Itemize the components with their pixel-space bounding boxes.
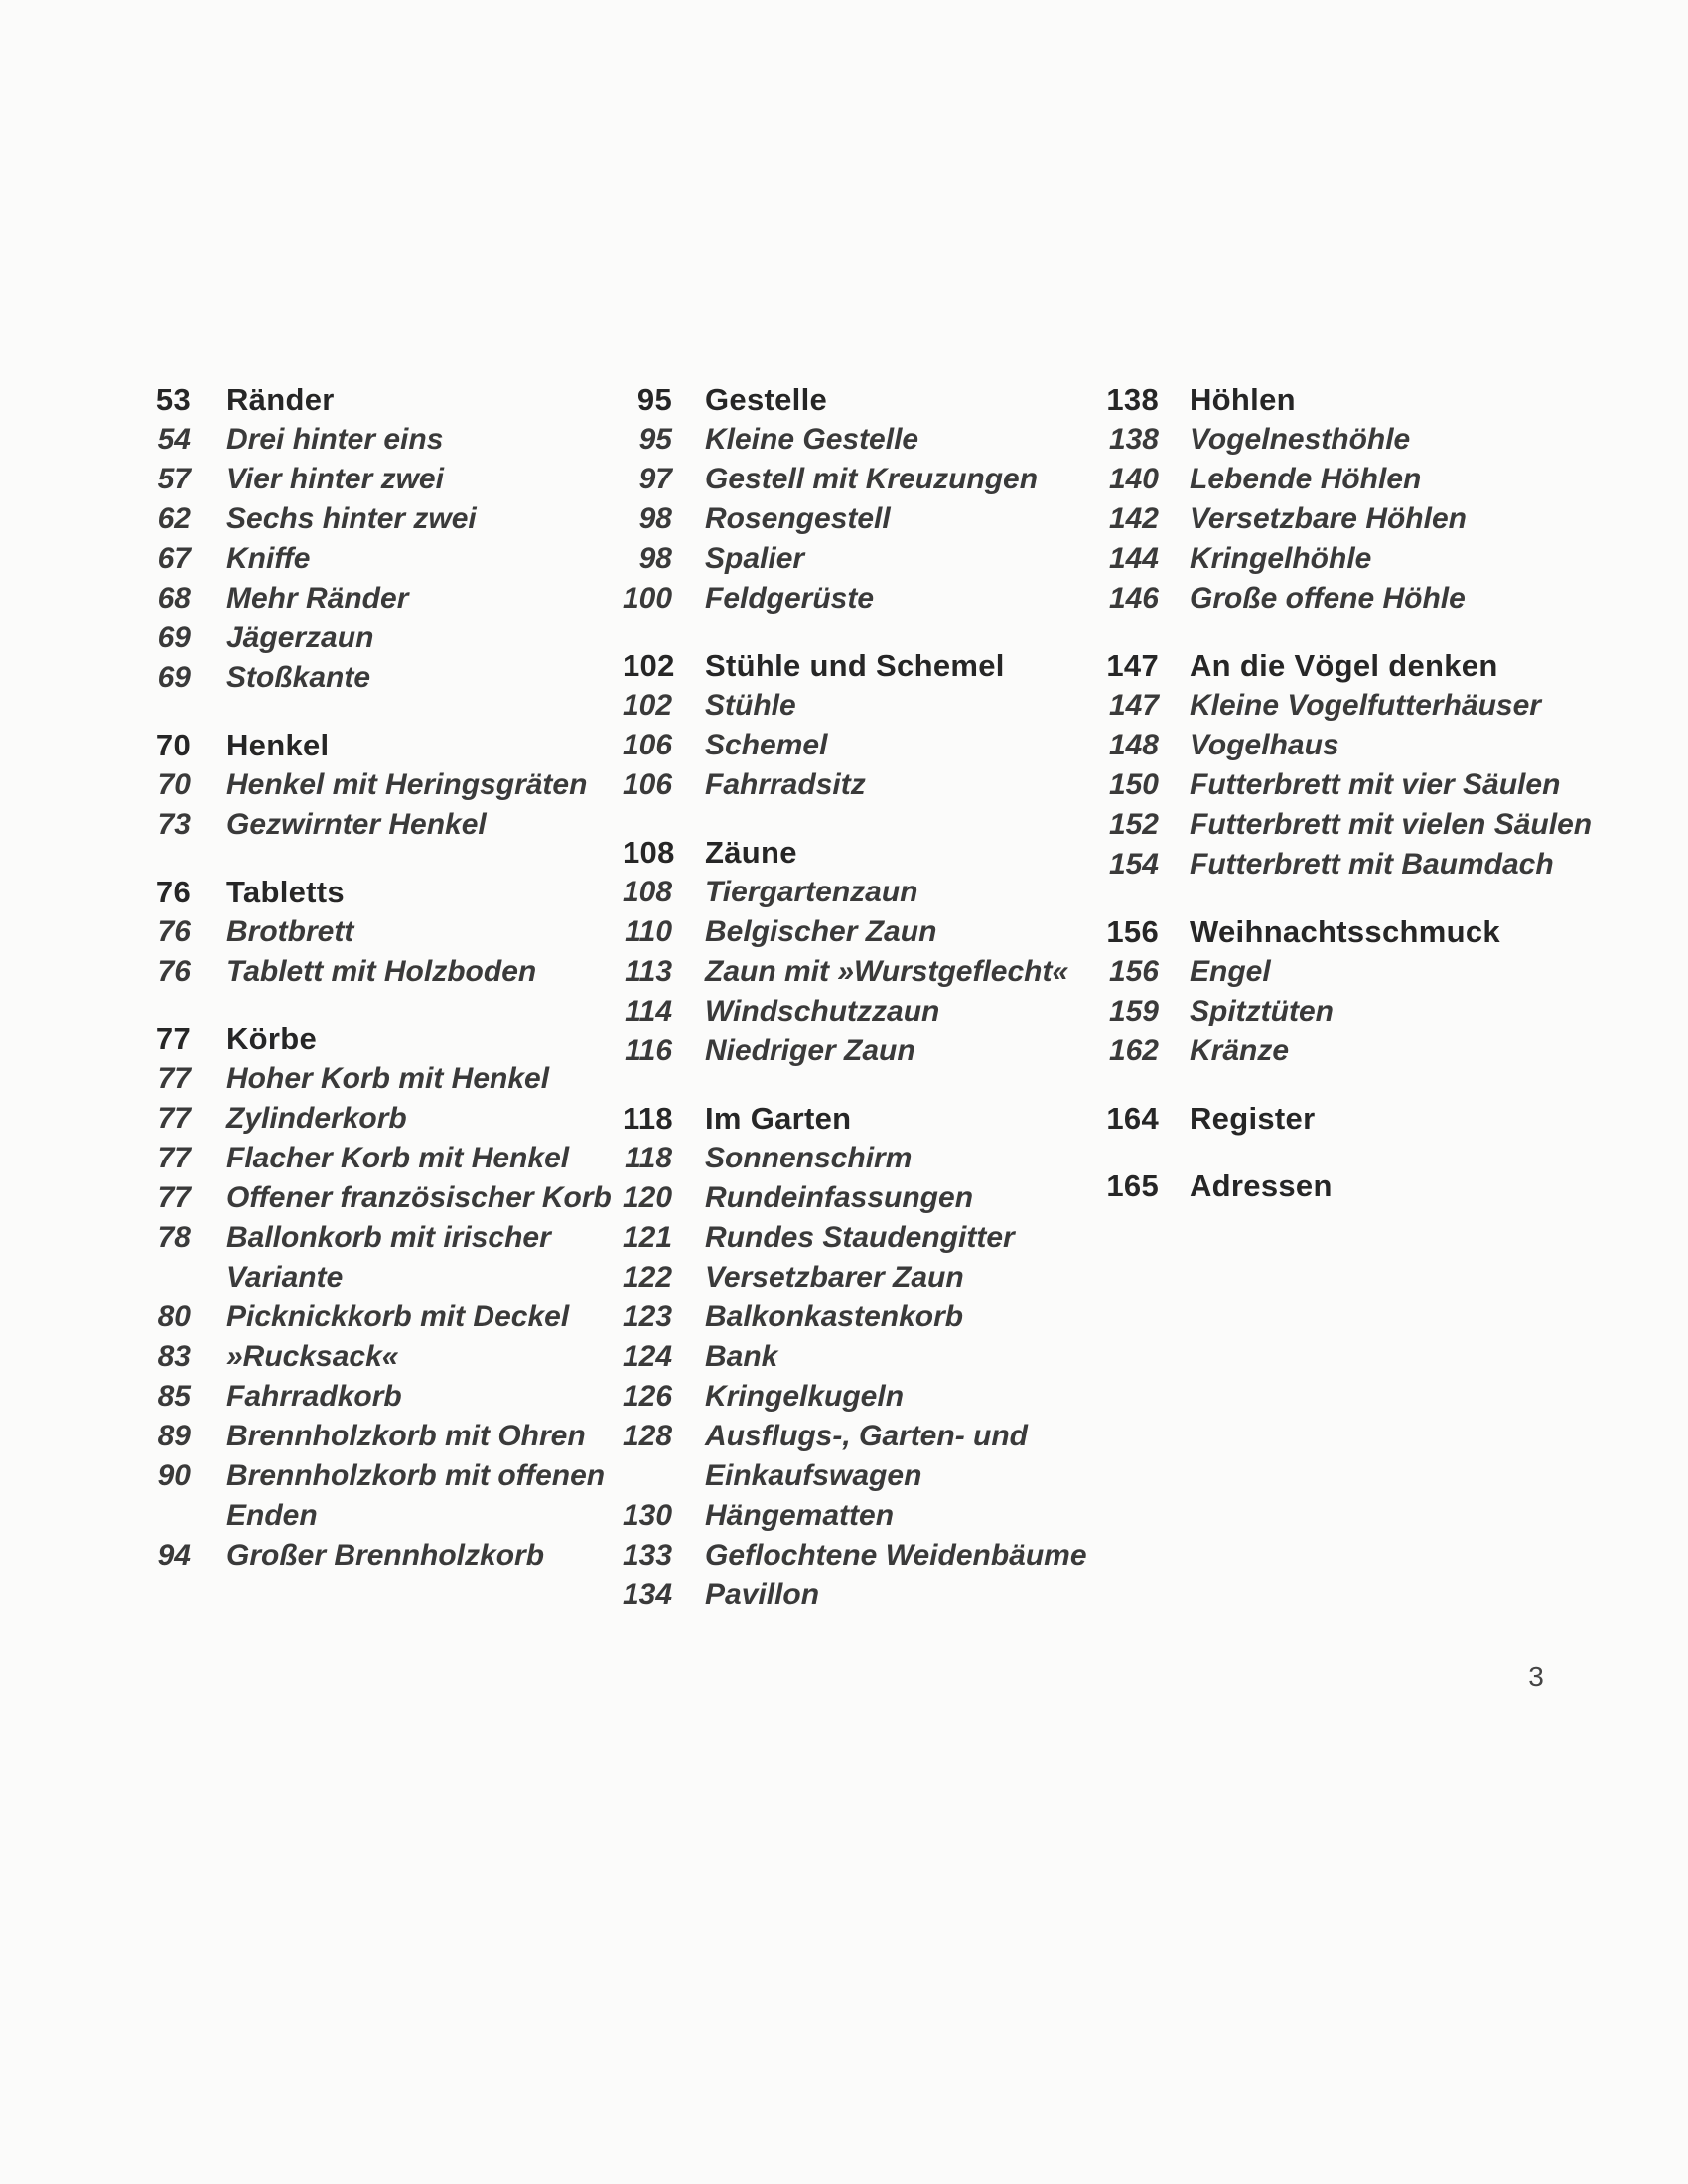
toc-section-heading-row	[623, 833, 1099, 873]
entry-title-line: Bank	[705, 1340, 778, 1373]
entry-title-line: Hoher Korb mit Henkel	[226, 1062, 550, 1095]
toc-section	[151, 726, 618, 845]
toc-entry-row	[151, 579, 618, 618]
entry-page-number: 100	[623, 582, 673, 614]
entry-title	[705, 539, 804, 579]
toc-section-heading-row	[151, 1020, 618, 1059]
toc-section	[151, 380, 618, 698]
toc-entry-row	[151, 912, 618, 952]
toc-section-heading-row	[1105, 1166, 1621, 1206]
entry-page-number: 98	[638, 502, 672, 535]
toc-entry-row	[623, 1258, 1099, 1297]
entry-page-number: 94	[157, 1539, 191, 1571]
toc-section	[623, 646, 1099, 805]
toc-entry-row	[151, 1297, 618, 1337]
entry-title	[705, 1377, 904, 1417]
entry-page-number: 144	[1108, 542, 1159, 575]
section-title: Weihnachtsschmuck	[1190, 914, 1500, 949]
entry-page-number: 148	[1108, 729, 1159, 761]
section-title: Zäune	[705, 835, 797, 870]
entry-title-line: Mehr Ränder	[226, 582, 409, 614]
section-title: Höhlen	[1190, 382, 1296, 417]
entry-title	[1190, 460, 1421, 499]
entry-title-line: Kränze	[1190, 1034, 1290, 1067]
section-title: Im Garten	[705, 1101, 852, 1136]
toc-section	[151, 1020, 618, 1575]
entry-title	[705, 726, 827, 765]
toc-entry-row	[623, 460, 1099, 499]
entry-title-line: Futterbrett mit vier Säulen	[1190, 768, 1561, 801]
entry-page-number: 76	[157, 955, 191, 988]
entry-title-line: Versetzbare Höhlen	[1190, 502, 1467, 535]
entry-title-line: Spalier	[705, 542, 805, 575]
entry-title	[1190, 579, 1466, 618]
toc-entry-row	[1105, 539, 1621, 579]
entry-page-number: 116	[625, 1034, 672, 1067]
entry-title-line: Einkaufswagen	[705, 1459, 922, 1492]
toc-entry-row	[623, 1297, 1099, 1337]
entry-title-line: Feldgerüste	[705, 582, 875, 614]
section-page-number: 70	[155, 728, 191, 762]
toc-section-heading-row	[151, 726, 618, 765]
entry-page-number: 130	[623, 1499, 673, 1532]
entry-title-line: Ballonkorb mit irischer	[226, 1221, 551, 1254]
entry-title-line: Sonnenschirm	[705, 1142, 913, 1174]
entry-title	[226, 420, 443, 460]
entry-title	[226, 1218, 551, 1297]
entry-page-number: 90	[157, 1459, 191, 1492]
section-page-number: 147	[1106, 648, 1159, 683]
entry-page-number: 128	[623, 1420, 673, 1452]
entry-title	[226, 1417, 586, 1456]
entry-title-line: Vogelhaus	[1190, 729, 1339, 761]
entry-page-number: 76	[157, 915, 191, 948]
toc-entry-row	[623, 912, 1099, 952]
section-page-number: 76	[155, 875, 191, 909]
section-title: Tabletts	[226, 875, 345, 909]
entry-title	[226, 1536, 544, 1575]
section-page-number: 102	[623, 648, 675, 683]
toc-section-heading-row	[623, 380, 1099, 420]
entry-title	[226, 1377, 402, 1417]
entry-title-line: Tiergartenzaun	[705, 876, 918, 908]
entry-page-number: 85	[157, 1380, 191, 1413]
entry-page-number: 133	[623, 1539, 673, 1571]
entry-title-line: Drei hinter eins	[226, 423, 444, 456]
entry-title-line: Fahrradsitz	[705, 768, 866, 801]
entry-title-line: Sechs hinter zwei	[226, 502, 477, 535]
section-page-number: 156	[1106, 914, 1159, 949]
entry-title-line: »Rucksack«	[226, 1340, 399, 1373]
entry-title	[1190, 845, 1554, 885]
entry-page-number: 78	[157, 1221, 191, 1254]
entry-title-line: Picknickkorb mit Deckel	[226, 1300, 570, 1333]
section-page-number: 164	[1106, 1101, 1159, 1136]
toc-entry-row	[151, 805, 618, 845]
entry-page-number: 73	[157, 808, 191, 841]
toc-entry-row	[1105, 460, 1621, 499]
entry-title	[226, 1456, 605, 1536]
entry-title-line: Großer Brennholzkorb	[226, 1539, 545, 1571]
toc-section	[1105, 646, 1621, 885]
entry-title-line: Henkel mit Heringsgräten	[226, 768, 588, 801]
entry-title-line: Große offene Höhle	[1190, 582, 1466, 614]
entry-title	[705, 1575, 819, 1615]
toc-entry-row	[1105, 686, 1621, 726]
section-page-number: 108	[623, 835, 675, 870]
entry-title	[1190, 420, 1410, 460]
entry-title-line: Vogelnesthöhle	[1190, 423, 1411, 456]
entry-title-line: Brennholzkorb mit Ohren	[226, 1420, 586, 1452]
entry-page-number: 123	[623, 1300, 673, 1333]
toc-entry-row	[1105, 499, 1621, 539]
entry-page-number: 162	[1108, 1034, 1159, 1067]
entry-title	[705, 1139, 912, 1178]
toc-entry-row	[151, 952, 618, 992]
entry-title-line: Jägerzaun	[226, 621, 374, 654]
entry-title-line: Ausflugs-, Garten- und	[705, 1420, 1028, 1452]
entry-title-line: Zylinderkorb	[226, 1102, 407, 1135]
toc-entry-row	[151, 658, 618, 698]
entry-title-line: Futterbrett mit Baumdach	[1190, 848, 1554, 881]
toc-entry-row	[623, 1377, 1099, 1417]
entry-page-number: 110	[625, 915, 672, 948]
entry-page-number: 57	[157, 463, 191, 495]
entry-title	[226, 1297, 569, 1337]
entry-title-line: Rundeinfassungen	[705, 1181, 974, 1214]
toc-entry-row	[151, 499, 618, 539]
entry-title-line: Vier hinter zwei	[226, 463, 444, 495]
entry-title	[705, 499, 891, 539]
entry-title	[705, 1297, 963, 1337]
toc-entry-row	[623, 726, 1099, 765]
toc-entry-row	[623, 873, 1099, 912]
entry-title	[705, 1496, 894, 1536]
entry-page-number: 98	[638, 542, 672, 575]
section-title: Körbe	[226, 1022, 318, 1056]
toc-entry-row	[151, 1139, 618, 1178]
entry-title	[705, 1536, 1087, 1575]
entry-title	[705, 1337, 777, 1377]
entry-title	[1190, 765, 1560, 805]
entry-title-line: Kleine Vogelfutterhäuser	[1190, 689, 1541, 722]
toc-section-heading-row	[623, 646, 1099, 686]
entry-title	[705, 1417, 1028, 1496]
toc-entry-row	[151, 1536, 618, 1575]
toc-section-heading-row	[151, 873, 618, 912]
entry-page-number: 62	[157, 502, 191, 535]
entry-title	[1190, 805, 1592, 845]
entry-page-number: 67	[157, 542, 191, 575]
entry-title	[705, 873, 918, 912]
entry-title	[226, 1337, 398, 1377]
entry-title-line: Variante	[226, 1261, 344, 1294]
entry-page-number: 77	[157, 1142, 191, 1174]
entry-title-line: Kniffe	[226, 542, 311, 575]
entry-title	[705, 992, 939, 1031]
entry-title-line: Brennholzkorb mit offenen	[226, 1459, 606, 1492]
entry-page-number: 114	[625, 995, 672, 1027]
entry-page-number: 77	[157, 1102, 191, 1135]
entry-title	[1190, 499, 1467, 539]
entry-title-line: Enden	[226, 1499, 318, 1532]
entry-title-line: Rosengestell	[705, 502, 891, 535]
toc-entry-row	[151, 1417, 618, 1456]
toc-entry-row	[151, 420, 618, 460]
toc-section	[151, 873, 618, 992]
entry-title-line: Windschutzzaun	[705, 995, 940, 1027]
toc-entry-row	[623, 579, 1099, 618]
section-title: Ränder	[226, 382, 335, 417]
toc-entry-row	[1105, 992, 1621, 1031]
entry-page-number: 69	[157, 661, 191, 694]
entry-title-line: Futterbrett mit vielen Säulen	[1190, 808, 1593, 841]
toc-entry-row	[151, 1099, 618, 1139]
entry-title-line: Zaun mit »Wurstgeflecht«	[705, 955, 1069, 988]
entry-title	[226, 1059, 549, 1099]
entry-title-line: Geflochtene Weidenbäume	[705, 1539, 1087, 1571]
toc-column-left	[151, 380, 618, 1575]
toc-entry-row	[1105, 1031, 1621, 1071]
toc-section	[623, 1099, 1099, 1615]
toc-section-heading-row	[1105, 646, 1621, 686]
entry-title	[705, 952, 1068, 992]
entry-page-number: 154	[1108, 848, 1159, 881]
entry-page-number: 95	[638, 423, 672, 456]
section-title: Register	[1190, 1101, 1316, 1136]
entry-page-number: 83	[157, 1340, 191, 1373]
entry-title-line: Fahrradkorb	[226, 1380, 402, 1413]
entry-title-line: Lebende Höhlen	[1190, 463, 1422, 495]
entry-title-line: Rundes Staudengitter	[705, 1221, 1015, 1254]
toc-entry-row	[151, 1456, 618, 1536]
entry-page-number: 68	[157, 582, 191, 614]
entry-title	[226, 618, 373, 658]
section-title: An die Vögel denken	[1190, 648, 1498, 683]
entry-title	[705, 686, 796, 726]
entry-title-line: Kringelkugeln	[705, 1380, 905, 1413]
toc-entry-row	[1105, 952, 1621, 992]
entry-page-number: 138	[1108, 423, 1159, 456]
entry-page-number: 150	[1108, 768, 1159, 801]
section-page-number: 118	[623, 1101, 673, 1136]
section-title: Henkel	[226, 728, 330, 762]
toc-section-heading-row	[151, 380, 618, 420]
entry-page-number: 140	[1108, 463, 1159, 495]
toc-entry-row	[623, 1218, 1099, 1258]
section-page-number: 77	[155, 1022, 191, 1056]
toc-entry-row	[151, 460, 618, 499]
toc-entry-row	[623, 1536, 1099, 1575]
entry-title	[226, 805, 487, 845]
toc-entry-row	[151, 1059, 618, 1099]
entry-title	[1190, 952, 1271, 992]
entry-title	[705, 420, 918, 460]
toc-entry-row	[623, 1337, 1099, 1377]
entry-page-number: 118	[625, 1142, 672, 1174]
entry-title-line: Stühle	[705, 689, 796, 722]
entry-title-line: Hängematten	[705, 1499, 895, 1532]
toc-entry-row	[151, 1337, 618, 1377]
entry-title	[1190, 992, 1334, 1031]
entry-page-number: 54	[157, 423, 191, 456]
entry-page-number: 108	[623, 876, 673, 908]
section-page-number: 53	[155, 382, 191, 417]
entry-page-number: 122	[623, 1261, 673, 1294]
toc-entry-row	[1105, 805, 1621, 845]
toc-entry-row	[623, 1178, 1099, 1218]
toc-entry-row	[151, 765, 618, 805]
section-page-number: 138	[1106, 382, 1159, 417]
entry-title	[1190, 539, 1371, 579]
entry-title-line: Kleine Gestelle	[705, 423, 919, 456]
section-title: Stühle und Schemel	[705, 648, 1005, 683]
entry-page-number: 106	[623, 729, 673, 761]
entry-title-line: Spitztüten	[1190, 995, 1334, 1027]
entry-title-line: Tablett mit Holzboden	[226, 955, 537, 988]
toc-section	[623, 833, 1099, 1071]
toc-entry-row	[151, 1178, 618, 1218]
entry-title	[226, 658, 370, 698]
entry-title	[226, 539, 310, 579]
toc-entry-row	[623, 686, 1099, 726]
entry-title-line: Schemel	[705, 729, 828, 761]
toc-column-right	[1105, 380, 1621, 1206]
entry-title	[1190, 686, 1541, 726]
entry-title-line: Stoßkante	[226, 661, 371, 694]
entry-title	[1190, 726, 1339, 765]
entry-title	[705, 1258, 964, 1297]
entry-title-line: Balkonkastenkorb	[705, 1300, 964, 1333]
entry-title	[705, 912, 936, 952]
entry-page-number: 152	[1108, 808, 1159, 841]
entry-title	[226, 579, 408, 618]
section-page-number: 95	[636, 382, 672, 417]
entry-page-number: 113	[625, 955, 672, 988]
entry-title-line: Niedriger Zaun	[705, 1034, 915, 1067]
section-page-number: 165	[1106, 1168, 1159, 1203]
entry-page-number: 120	[623, 1181, 673, 1214]
entry-title	[705, 460, 1038, 499]
toc-entry-row	[623, 1139, 1099, 1178]
entry-title	[226, 1178, 612, 1218]
entry-title	[226, 952, 536, 992]
entry-page-number: 142	[1108, 502, 1159, 535]
toc-entry-row	[623, 765, 1099, 805]
toc-section-heading-row	[623, 1099, 1099, 1139]
entry-page-number: 69	[157, 621, 191, 654]
entry-title-line: Gezwirnter Henkel	[226, 808, 487, 841]
entry-page-number: 146	[1108, 582, 1159, 614]
entry-page-number: 77	[157, 1062, 191, 1095]
toc-entry-row	[1105, 726, 1621, 765]
toc-entry-row	[623, 539, 1099, 579]
toc-entry-row	[151, 1218, 618, 1297]
entry-title-line: Flacher Korb mit Henkel	[226, 1142, 570, 1174]
entry-page-number: 124	[623, 1340, 673, 1373]
entry-title-line: Engel	[1190, 955, 1271, 988]
entry-page-number: 106	[623, 768, 673, 801]
entry-title	[1190, 1031, 1289, 1071]
toc-section-heading-row	[1105, 380, 1621, 420]
entry-title	[705, 765, 866, 805]
toc-entry-row	[623, 1575, 1099, 1615]
entry-title-line: Kringelhöhle	[1190, 542, 1372, 575]
entry-title	[226, 912, 353, 952]
toc-entry-row	[623, 499, 1099, 539]
entry-page-number: 97	[638, 463, 672, 495]
entry-title	[705, 579, 874, 618]
toc-section	[1105, 1166, 1621, 1206]
entry-page-number: 102	[623, 689, 673, 722]
toc-entry-row	[623, 1417, 1099, 1496]
toc-entry-row	[151, 539, 618, 579]
toc-entry-row	[623, 420, 1099, 460]
toc-section	[1105, 380, 1621, 618]
toc-entry-row	[1105, 765, 1621, 805]
toc-column-middle	[623, 380, 1099, 1615]
toc-entry-row	[623, 952, 1099, 992]
toc-entry-row	[623, 1496, 1099, 1536]
page-number: 3	[1528, 1661, 1544, 1692]
section-title: Gestelle	[705, 382, 828, 417]
entry-title-line: Offener französischer Korb	[226, 1181, 612, 1214]
entry-title	[226, 499, 477, 539]
entry-page-number: 89	[157, 1420, 191, 1452]
entry-title-line: Pavillon	[705, 1578, 820, 1611]
toc-section	[1105, 912, 1621, 1071]
entry-title	[226, 1099, 407, 1139]
entry-title	[705, 1178, 973, 1218]
entry-page-number: 121	[623, 1221, 673, 1254]
toc-section-heading-row	[1105, 1099, 1621, 1139]
toc-entry-row	[151, 618, 618, 658]
toc-entry-row	[151, 1377, 618, 1417]
entry-title	[705, 1218, 1015, 1258]
section-title: Adressen	[1190, 1168, 1333, 1203]
entry-page-number: 147	[1108, 689, 1159, 722]
entry-title	[226, 460, 444, 499]
entry-title	[226, 1139, 569, 1178]
entry-title	[226, 765, 587, 805]
toc-entry-row	[1105, 579, 1621, 618]
entry-title	[705, 1031, 915, 1071]
entry-title-line: Gestell mit Kreuzungen	[705, 463, 1039, 495]
entry-page-number: 134	[623, 1578, 673, 1611]
entry-page-number: 77	[157, 1181, 191, 1214]
toc-section	[623, 380, 1099, 618]
entry-title-line: Belgischer Zaun	[705, 915, 937, 948]
toc-entry-row	[623, 992, 1099, 1031]
entry-page-number: 156	[1108, 955, 1159, 988]
toc-section	[1105, 1099, 1621, 1139]
entry-page-number: 80	[157, 1300, 191, 1333]
entry-title-line: Versetzbarer Zaun	[705, 1261, 964, 1294]
toc-entry-row	[623, 1031, 1099, 1071]
toc-entry-row	[1105, 845, 1621, 885]
entry-page-number: 126	[623, 1380, 673, 1413]
entry-page-number: 159	[1108, 995, 1159, 1027]
entry-page-number: 70	[157, 768, 191, 801]
entry-title-line: Brotbrett	[226, 915, 354, 948]
toc-section-heading-row	[1105, 912, 1621, 952]
toc-entry-row	[1105, 420, 1621, 460]
